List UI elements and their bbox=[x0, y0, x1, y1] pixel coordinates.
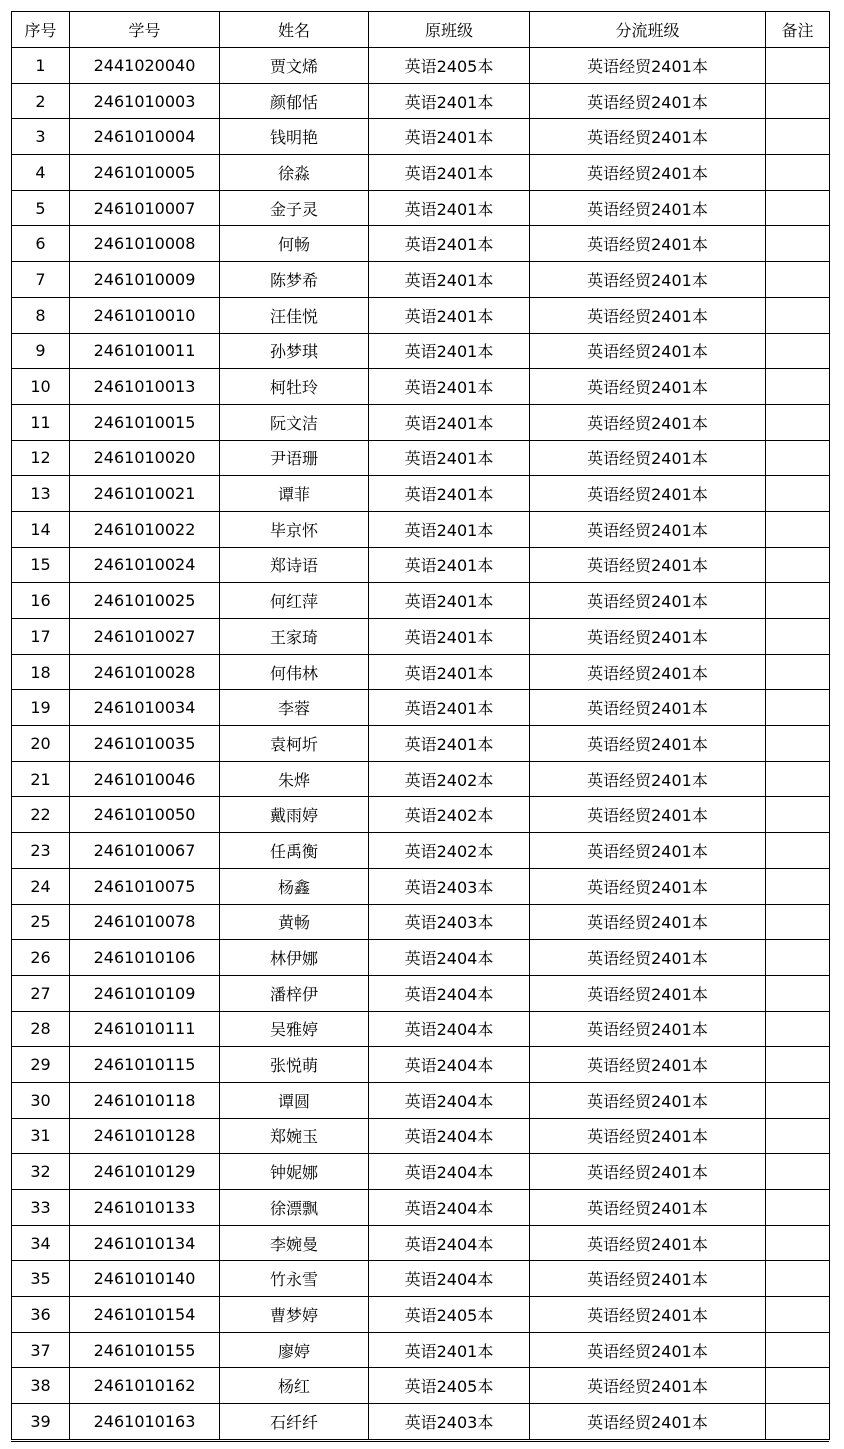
cell-original-class: 英语2405本 bbox=[369, 1368, 530, 1404]
cell-student-id: 2461010140 bbox=[70, 1261, 220, 1297]
cell-name: 朱烨 bbox=[220, 761, 369, 797]
cell-remarks bbox=[766, 761, 830, 797]
cell-student-id: 2461010128 bbox=[70, 1118, 220, 1154]
student-roster-table bbox=[11, 11, 830, 1440]
table-row bbox=[12, 583, 830, 619]
cell-seq: 18 bbox=[12, 654, 70, 690]
cell-original-class: 英语2404本 bbox=[369, 975, 530, 1011]
table-row bbox=[12, 476, 830, 512]
cell-name: 毕京怀 bbox=[220, 511, 369, 547]
cell-remarks bbox=[766, 262, 830, 298]
cell-name: 柯牡玲 bbox=[220, 369, 369, 405]
cell-seq: 8 bbox=[12, 297, 70, 333]
cell-name: 黄畅 bbox=[220, 904, 369, 940]
table-row bbox=[12, 940, 830, 976]
cell-remarks bbox=[766, 190, 830, 226]
cell-seq: 13 bbox=[12, 476, 70, 512]
cell-assigned-class: 英语经贸2401本 bbox=[530, 476, 766, 512]
cell-assigned-class: 英语经贸2401本 bbox=[530, 1118, 766, 1154]
table-row bbox=[12, 868, 830, 904]
cell-assigned-class: 英语经贸2401本 bbox=[530, 1011, 766, 1047]
cell-assigned-class: 英语经贸2401本 bbox=[530, 511, 766, 547]
cell-original-class: 英语2401本 bbox=[369, 333, 530, 369]
cell-seq: 25 bbox=[12, 904, 70, 940]
table-row bbox=[12, 48, 830, 84]
cell-student-id: 2461010027 bbox=[70, 619, 220, 655]
cell-original-class: 英语2404本 bbox=[369, 1261, 530, 1297]
cell-seq: 20 bbox=[12, 726, 70, 762]
cell-remarks bbox=[766, 83, 830, 119]
cell-seq: 31 bbox=[12, 1118, 70, 1154]
cell-name: 李蓉 bbox=[220, 690, 369, 726]
cell-seq: 7 bbox=[12, 262, 70, 298]
cell-name: 吴雅婷 bbox=[220, 1011, 369, 1047]
cell-name: 谭圆 bbox=[220, 1082, 369, 1118]
cell-original-class: 英语2401本 bbox=[369, 83, 530, 119]
cell-student-id: 2461010015 bbox=[70, 404, 220, 440]
table-row bbox=[12, 155, 830, 191]
cell-remarks bbox=[766, 1332, 830, 1368]
cell-seq: 2 bbox=[12, 83, 70, 119]
cell-name: 何红萍 bbox=[220, 583, 369, 619]
cell-remarks bbox=[766, 1118, 830, 1154]
table-row bbox=[12, 1261, 830, 1297]
cell-assigned-class: 英语经贸2401本 bbox=[530, 547, 766, 583]
cell-assigned-class: 英语经贸2401本 bbox=[530, 369, 766, 405]
cell-name: 颜郁恬 bbox=[220, 83, 369, 119]
cell-seq: 12 bbox=[12, 440, 70, 476]
cell-student-id: 2461010134 bbox=[70, 1225, 220, 1261]
cell-remarks bbox=[766, 333, 830, 369]
cell-remarks bbox=[766, 1047, 830, 1083]
cell-original-class: 英语2404本 bbox=[369, 940, 530, 976]
cell-assigned-class: 英语经贸2401本 bbox=[530, 583, 766, 619]
cell-student-id: 2461010024 bbox=[70, 547, 220, 583]
cell-remarks bbox=[766, 48, 830, 84]
cell-original-class: 英语2404本 bbox=[369, 1047, 530, 1083]
cell-seq: 10 bbox=[12, 369, 70, 405]
cell-original-class: 英语2401本 bbox=[369, 297, 530, 333]
cell-student-id: 2461010133 bbox=[70, 1190, 220, 1226]
cell-remarks bbox=[766, 226, 830, 262]
cell-remarks bbox=[766, 726, 830, 762]
cell-name: 贾文烯 bbox=[220, 48, 369, 84]
cell-assigned-class: 英语经贸2401本 bbox=[530, 797, 766, 833]
cell-student-id: 2441020040 bbox=[70, 48, 220, 84]
table-row bbox=[12, 904, 830, 940]
cell-name: 袁柯圻 bbox=[220, 726, 369, 762]
cell-assigned-class: 英语经贸2401本 bbox=[530, 48, 766, 84]
cell-student-id: 2461010115 bbox=[70, 1047, 220, 1083]
header-original-class: 原班级 bbox=[369, 12, 530, 48]
cell-assigned-class: 英语经贸2401本 bbox=[530, 1154, 766, 1190]
cell-name: 孙梦琪 bbox=[220, 333, 369, 369]
table-row bbox=[12, 797, 830, 833]
cell-name: 张悦萌 bbox=[220, 1047, 369, 1083]
cell-name: 钱明艳 bbox=[220, 119, 369, 155]
cell-assigned-class: 英语经贸2401本 bbox=[530, 190, 766, 226]
cell-original-class: 英语2404本 bbox=[369, 1082, 530, 1118]
cell-name: 徐淼 bbox=[220, 155, 369, 191]
table-row bbox=[12, 975, 830, 1011]
table-body bbox=[12, 48, 830, 1440]
cell-seq: 23 bbox=[12, 833, 70, 869]
cell-name: 任禹衡 bbox=[220, 833, 369, 869]
cell-assigned-class: 英语经贸2401本 bbox=[530, 1225, 766, 1261]
table-row bbox=[12, 619, 830, 655]
cell-assigned-class: 英语经贸2401本 bbox=[530, 1404, 766, 1440]
cell-name: 王家琦 bbox=[220, 619, 369, 655]
cell-student-id: 2461010109 bbox=[70, 975, 220, 1011]
header-row bbox=[12, 12, 830, 48]
cell-assigned-class: 英语经贸2401本 bbox=[530, 726, 766, 762]
cell-student-id: 2461010129 bbox=[70, 1154, 220, 1190]
cell-student-id: 2461010078 bbox=[70, 904, 220, 940]
cell-name: 尹语珊 bbox=[220, 440, 369, 476]
cell-remarks bbox=[766, 1011, 830, 1047]
cell-remarks bbox=[766, 654, 830, 690]
table-row bbox=[12, 83, 830, 119]
cell-name: 曹梦婷 bbox=[220, 1297, 369, 1333]
cell-original-class: 英语2402本 bbox=[369, 761, 530, 797]
cell-student-id: 2461010003 bbox=[70, 83, 220, 119]
cell-seq: 32 bbox=[12, 1154, 70, 1190]
cell-remarks bbox=[766, 547, 830, 583]
cell-student-id: 2461010004 bbox=[70, 119, 220, 155]
cell-student-id: 2461010011 bbox=[70, 333, 220, 369]
cell-original-class: 英语2401本 bbox=[369, 583, 530, 619]
table-row bbox=[12, 1118, 830, 1154]
table-row bbox=[12, 726, 830, 762]
cell-original-class: 英语2404本 bbox=[369, 1118, 530, 1154]
cell-student-id: 2461010106 bbox=[70, 940, 220, 976]
cell-name: 杨红 bbox=[220, 1368, 369, 1404]
cell-name: 竹永雪 bbox=[220, 1261, 369, 1297]
cell-student-id: 2461010050 bbox=[70, 797, 220, 833]
cell-seq: 22 bbox=[12, 797, 70, 833]
header-remarks: 备注 bbox=[766, 12, 830, 48]
cell-remarks bbox=[766, 440, 830, 476]
cell-original-class: 英语2401本 bbox=[369, 226, 530, 262]
cell-remarks bbox=[766, 868, 830, 904]
cell-seq: 27 bbox=[12, 975, 70, 1011]
cell-remarks bbox=[766, 511, 830, 547]
cell-student-id: 2461010111 bbox=[70, 1011, 220, 1047]
cell-assigned-class: 英语经贸2401本 bbox=[530, 1047, 766, 1083]
cell-student-id: 2461010035 bbox=[70, 726, 220, 762]
table-row bbox=[12, 1404, 830, 1440]
cell-assigned-class: 英语经贸2401本 bbox=[530, 1190, 766, 1226]
cell-original-class: 英语2401本 bbox=[369, 262, 530, 298]
cell-assigned-class: 英语经贸2401本 bbox=[530, 940, 766, 976]
cell-remarks bbox=[766, 619, 830, 655]
cell-remarks bbox=[766, 1404, 830, 1440]
cell-original-class: 英语2401本 bbox=[369, 369, 530, 405]
cell-assigned-class: 英语经贸2401本 bbox=[530, 1368, 766, 1404]
table-row bbox=[12, 1047, 830, 1083]
cell-seq: 38 bbox=[12, 1368, 70, 1404]
cell-seq: 28 bbox=[12, 1011, 70, 1047]
cell-original-class: 英语2402本 bbox=[369, 797, 530, 833]
cell-remarks bbox=[766, 1154, 830, 1190]
table-row bbox=[12, 297, 830, 333]
cell-assigned-class: 英语经贸2401本 bbox=[530, 333, 766, 369]
cell-seq: 5 bbox=[12, 190, 70, 226]
header-student-id: 学号 bbox=[70, 12, 220, 48]
cell-original-class: 英语2403本 bbox=[369, 904, 530, 940]
cell-original-class: 英语2405本 bbox=[369, 1297, 530, 1333]
cell-remarks bbox=[766, 797, 830, 833]
cell-name: 李婉曼 bbox=[220, 1225, 369, 1261]
cell-name: 谭菲 bbox=[220, 476, 369, 512]
table-row bbox=[12, 226, 830, 262]
table-row bbox=[12, 1332, 830, 1368]
cell-seq: 11 bbox=[12, 404, 70, 440]
cell-remarks bbox=[766, 1261, 830, 1297]
cell-remarks bbox=[766, 833, 830, 869]
table-row bbox=[12, 1082, 830, 1118]
table-header bbox=[12, 12, 830, 48]
cell-remarks bbox=[766, 1297, 830, 1333]
cell-original-class: 英语2404本 bbox=[369, 1154, 530, 1190]
cell-seq: 34 bbox=[12, 1225, 70, 1261]
page-bottom-rule bbox=[11, 1441, 829, 1442]
cell-seq: 24 bbox=[12, 868, 70, 904]
cell-remarks bbox=[766, 476, 830, 512]
cell-assigned-class: 英语经贸2401本 bbox=[530, 619, 766, 655]
cell-remarks bbox=[766, 1225, 830, 1261]
cell-name: 何伟林 bbox=[220, 654, 369, 690]
header-name: 姓名 bbox=[220, 12, 369, 48]
cell-remarks bbox=[766, 1190, 830, 1226]
cell-original-class: 英语2403本 bbox=[369, 1404, 530, 1440]
cell-original-class: 英语2401本 bbox=[369, 690, 530, 726]
cell-student-id: 2461010022 bbox=[70, 511, 220, 547]
cell-student-id: 2461010025 bbox=[70, 583, 220, 619]
cell-assigned-class: 英语经贸2401本 bbox=[530, 83, 766, 119]
cell-seq: 35 bbox=[12, 1261, 70, 1297]
cell-assigned-class: 英语经贸2401本 bbox=[530, 1297, 766, 1333]
cell-name: 汪佳悦 bbox=[220, 297, 369, 333]
cell-original-class: 英语2405本 bbox=[369, 48, 530, 84]
cell-student-id: 2461010163 bbox=[70, 1404, 220, 1440]
cell-remarks bbox=[766, 297, 830, 333]
cell-remarks bbox=[766, 1082, 830, 1118]
cell-student-id: 2461010007 bbox=[70, 190, 220, 226]
cell-remarks bbox=[766, 404, 830, 440]
cell-assigned-class: 英语经贸2401本 bbox=[530, 226, 766, 262]
cell-name: 何畅 bbox=[220, 226, 369, 262]
cell-name: 徐漂飘 bbox=[220, 1190, 369, 1226]
table-row bbox=[12, 1368, 830, 1404]
cell-assigned-class: 英语经贸2401本 bbox=[530, 833, 766, 869]
cell-student-id: 2461010075 bbox=[70, 868, 220, 904]
cell-original-class: 英语2401本 bbox=[369, 155, 530, 191]
cell-remarks bbox=[766, 155, 830, 191]
cell-seq: 29 bbox=[12, 1047, 70, 1083]
cell-original-class: 英语2401本 bbox=[369, 547, 530, 583]
cell-student-id: 2461010162 bbox=[70, 1368, 220, 1404]
table-row bbox=[12, 1011, 830, 1047]
cell-name: 杨鑫 bbox=[220, 868, 369, 904]
cell-remarks bbox=[766, 583, 830, 619]
header-assigned-class: 分流班级 bbox=[530, 12, 766, 48]
cell-student-id: 2461010118 bbox=[70, 1082, 220, 1118]
cell-remarks bbox=[766, 119, 830, 155]
cell-seq: 3 bbox=[12, 119, 70, 155]
cell-assigned-class: 英语经贸2401本 bbox=[530, 761, 766, 797]
table-row bbox=[12, 119, 830, 155]
table-row bbox=[12, 404, 830, 440]
cell-name: 石纤纤 bbox=[220, 1404, 369, 1440]
cell-student-id: 2461010067 bbox=[70, 833, 220, 869]
cell-seq: 17 bbox=[12, 619, 70, 655]
cell-seq: 21 bbox=[12, 761, 70, 797]
cell-assigned-class: 英语经贸2401本 bbox=[530, 155, 766, 191]
table-row bbox=[12, 761, 830, 797]
cell-name: 郑诗语 bbox=[220, 547, 369, 583]
cell-remarks bbox=[766, 1368, 830, 1404]
cell-original-class: 英语2401本 bbox=[369, 1332, 530, 1368]
cell-student-id: 2461010008 bbox=[70, 226, 220, 262]
cell-remarks bbox=[766, 975, 830, 1011]
cell-remarks bbox=[766, 940, 830, 976]
cell-assigned-class: 英语经贸2401本 bbox=[530, 690, 766, 726]
cell-student-id: 2461010021 bbox=[70, 476, 220, 512]
cell-original-class: 英语2401本 bbox=[369, 726, 530, 762]
cell-seq: 9 bbox=[12, 333, 70, 369]
cell-assigned-class: 英语经贸2401本 bbox=[530, 119, 766, 155]
table-row bbox=[12, 369, 830, 405]
cell-seq: 16 bbox=[12, 583, 70, 619]
table-row bbox=[12, 440, 830, 476]
cell-assigned-class: 英语经贸2401本 bbox=[530, 904, 766, 940]
cell-student-id: 2461010010 bbox=[70, 297, 220, 333]
table-row bbox=[12, 547, 830, 583]
cell-seq: 6 bbox=[12, 226, 70, 262]
table-row bbox=[12, 1297, 830, 1333]
cell-name: 钟妮娜 bbox=[220, 1154, 369, 1190]
cell-original-class: 英语2403本 bbox=[369, 868, 530, 904]
cell-student-id: 2461010154 bbox=[70, 1297, 220, 1333]
cell-seq: 33 bbox=[12, 1190, 70, 1226]
cell-assigned-class: 英语经贸2401本 bbox=[530, 262, 766, 298]
table-row bbox=[12, 262, 830, 298]
cell-seq: 37 bbox=[12, 1332, 70, 1368]
cell-assigned-class: 英语经贸2401本 bbox=[530, 1082, 766, 1118]
cell-assigned-class: 英语经贸2401本 bbox=[530, 297, 766, 333]
cell-seq: 19 bbox=[12, 690, 70, 726]
cell-student-id: 2461010046 bbox=[70, 761, 220, 797]
table-row bbox=[12, 654, 830, 690]
cell-assigned-class: 英语经贸2401本 bbox=[530, 1332, 766, 1368]
cell-remarks bbox=[766, 369, 830, 405]
cell-seq: 4 bbox=[12, 155, 70, 191]
cell-student-id: 2461010034 bbox=[70, 690, 220, 726]
cell-assigned-class: 英语经贸2401本 bbox=[530, 404, 766, 440]
cell-original-class: 英语2401本 bbox=[369, 404, 530, 440]
cell-original-class: 英语2402本 bbox=[369, 833, 530, 869]
cell-assigned-class: 英语经贸2401本 bbox=[530, 1261, 766, 1297]
cell-seq: 14 bbox=[12, 511, 70, 547]
cell-student-id: 2461010005 bbox=[70, 155, 220, 191]
cell-name: 林伊娜 bbox=[220, 940, 369, 976]
table-row bbox=[12, 511, 830, 547]
cell-seq: 36 bbox=[12, 1297, 70, 1333]
cell-name: 廖婷 bbox=[220, 1332, 369, 1368]
cell-seq: 1 bbox=[12, 48, 70, 84]
cell-assigned-class: 英语经贸2401本 bbox=[530, 975, 766, 1011]
cell-original-class: 英语2404本 bbox=[369, 1225, 530, 1261]
table-row bbox=[12, 833, 830, 869]
cell-original-class: 英语2401本 bbox=[369, 119, 530, 155]
cell-seq: 26 bbox=[12, 940, 70, 976]
table-row bbox=[12, 690, 830, 726]
cell-remarks bbox=[766, 690, 830, 726]
cell-name: 阮文洁 bbox=[220, 404, 369, 440]
cell-seq: 30 bbox=[12, 1082, 70, 1118]
cell-name: 戴雨婷 bbox=[220, 797, 369, 833]
cell-original-class: 英语2401本 bbox=[369, 440, 530, 476]
cell-student-id: 2461010028 bbox=[70, 654, 220, 690]
cell-original-class: 英语2401本 bbox=[369, 476, 530, 512]
table-row bbox=[12, 1154, 830, 1190]
cell-name: 郑婉玉 bbox=[220, 1118, 369, 1154]
cell-student-id: 2461010155 bbox=[70, 1332, 220, 1368]
cell-original-class: 英语2401本 bbox=[369, 511, 530, 547]
cell-student-id: 2461010009 bbox=[70, 262, 220, 298]
cell-student-id: 2461010013 bbox=[70, 369, 220, 405]
table-row bbox=[12, 190, 830, 226]
table-row bbox=[12, 1190, 830, 1226]
cell-original-class: 英语2404本 bbox=[369, 1011, 530, 1047]
cell-original-class: 英语2401本 bbox=[369, 619, 530, 655]
cell-original-class: 英语2401本 bbox=[369, 190, 530, 226]
cell-seq: 39 bbox=[12, 1404, 70, 1440]
table-row bbox=[12, 1225, 830, 1261]
cell-assigned-class: 英语经贸2401本 bbox=[530, 654, 766, 690]
cell-name: 潘梓伊 bbox=[220, 975, 369, 1011]
cell-seq: 15 bbox=[12, 547, 70, 583]
cell-name: 金子灵 bbox=[220, 190, 369, 226]
table-row bbox=[12, 333, 830, 369]
cell-student-id: 2461010020 bbox=[70, 440, 220, 476]
cell-name: 陈梦希 bbox=[220, 262, 369, 298]
cell-original-class: 英语2401本 bbox=[369, 654, 530, 690]
cell-original-class: 英语2404本 bbox=[369, 1190, 530, 1226]
header-seq: 序号 bbox=[12, 12, 70, 48]
cell-assigned-class: 英语经贸2401本 bbox=[530, 868, 766, 904]
cell-remarks bbox=[766, 904, 830, 940]
cell-assigned-class: 英语经贸2401本 bbox=[530, 440, 766, 476]
